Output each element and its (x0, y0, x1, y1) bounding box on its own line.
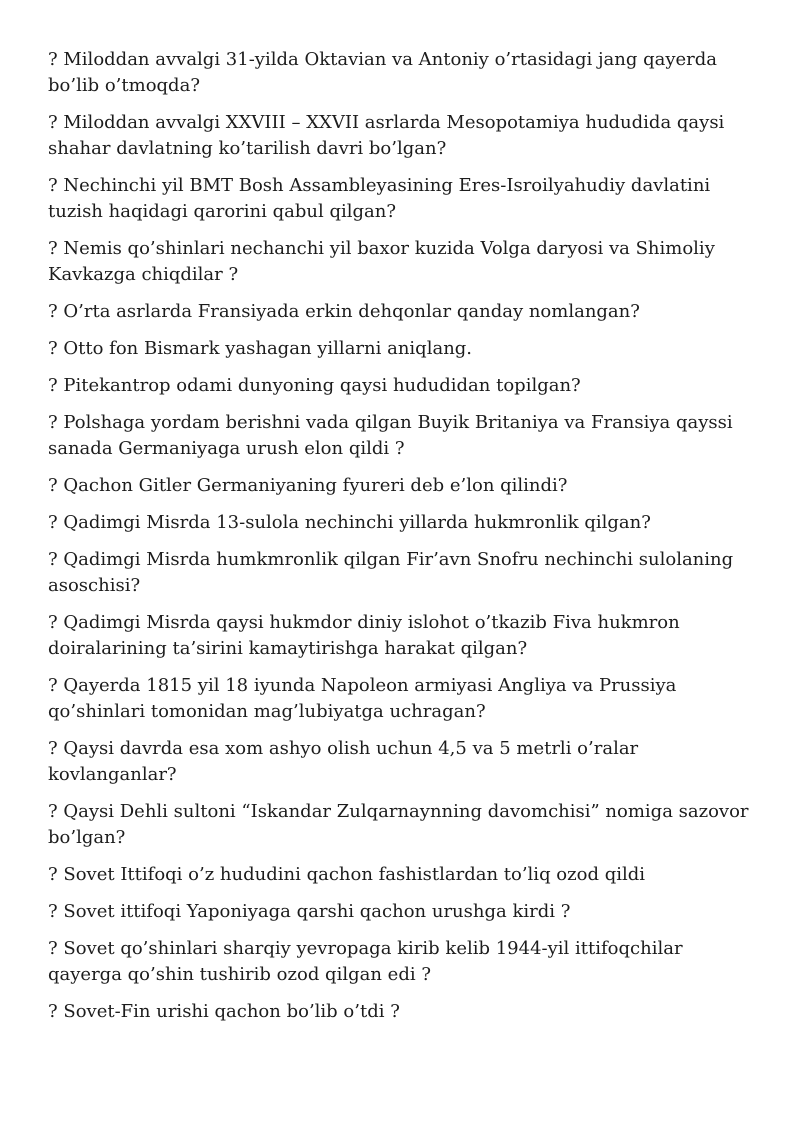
question-item: ? Qachon Gitler Germaniyaning fyureri deb e’lon qilindi? (48, 475, 568, 496)
question-item: ? Qayerda 1815 yil 18 iyunda Napoleon armiyasi Angliya va Prussiya qo’shinlari tomonidan mag’lubiyatga uchragan? (48, 675, 677, 722)
question-item: ? Nechinchi yil BMT Bosh Assambleyasining Eres-Isroilyahudiy davlatini tuzish haqidagi qarorini qabul qilgan? (48, 175, 711, 222)
question-item: ? Nemis qo’shinlari nechanchi yil baxor kuzida Volga daryosi va Shimoliy Kavkazga chiqdilar ? (48, 238, 715, 285)
question-item: ? Qadimgi Misrda qaysi hukmdor diniy islohot o’tkazib Fiva hukmron doiralarining ta’sirini kamaytirishga harakat qilgan? (48, 612, 680, 659)
question-item: ? Sovet Ittifoqi o’z hududini qachon fashistlardan to’liq ozod qildi (48, 864, 646, 885)
question-item: ? O’rta asrlarda Fransiyada erkin dehqonlar qanday nomlangan? (48, 301, 640, 322)
question-item: ? Pitekantrop odami dunyoning qaysi hududidan topilgan? (48, 375, 581, 396)
question-item: ? Miloddan avvalgi 31-yilda Oktavian va Antoniy o’rtasidagi jang qayerda bo’lib o’tmoqda? (48, 49, 718, 96)
question-item: ? Miloddan avvalgi XXVIII – XXVII asrlarda Mesopotamiya hududida qaysi shahar davlatning ko’tarilish davri bo’lgan? (48, 112, 725, 159)
question-item: ? Qaysi davrda esa xom ashyo olish uchun 4,5 va 5 metrli o’ralar kovlanganlar? (48, 738, 639, 785)
question-item: ? Sovet-Fin urishi qachon bo’lib o’tdi ? (48, 1001, 400, 1022)
question-item: ? Sovet qo’shinlari sharqiy yevropaga kirib kelib 1944-yil ittifoqchilar qayerga qo’shin tushirib ozod qilgan edi ? (48, 938, 683, 985)
question-item: ? Sovet ittifoqi Yaponiyaga qarshi qachon urushga kirdi ? (48, 901, 571, 922)
question-item: ? Qadimgi Misrda 13-sulola nechinchi yillarda hukmronlik qilgan? (48, 512, 651, 533)
question-item: ? Qadimgi Misrda humkmronlik qilgan Fir’avn Snofru nechinchi sulolaning asoschisi? (48, 549, 734, 596)
question-item: ? Polshaga yordam berishni vada qilgan Buyik Britaniya va Fransiya qayssi sanada Germaniyaga urush elon qildi ? (48, 412, 733, 459)
question-item: ? Qaysi Dehli sultoni “Iskandar Zulqarnaynning davomchisi” nomiga sazovor bo’lgan? (48, 801, 749, 848)
question-item: ? Otto fon Bismark yashagan yillarni aniqlang. (48, 338, 473, 359)
